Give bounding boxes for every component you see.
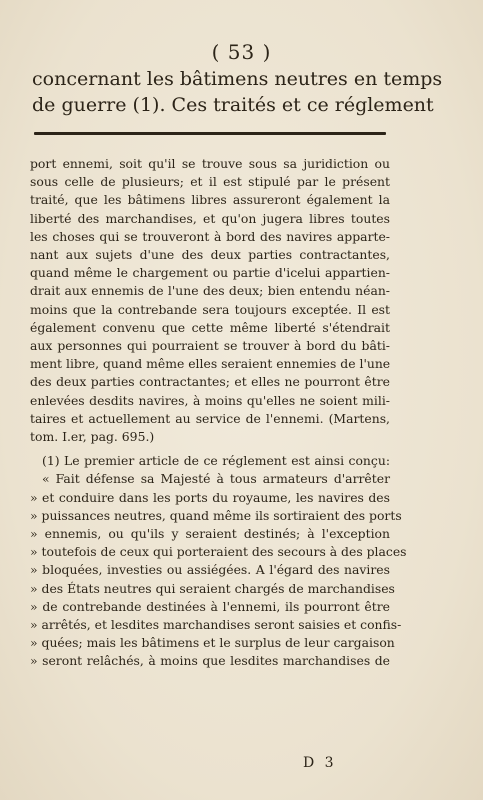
text-line: liberté des marchandises, et qu'on jugera libres toutes xyxy=(30,210,390,226)
text-line: ment libre, quand même elles seraient ennemies de l'une xyxy=(30,356,391,372)
footnote-line: » toutefois de ceux qui porteraient des secours à des places xyxy=(30,544,407,560)
footnote-line: » puissances neutres, quand même ils sortiraient des ports xyxy=(30,507,402,523)
text-line: tom. I.er, pag. 695.) xyxy=(30,429,155,445)
text-line: traité, que les bâtimens libres assureront également la xyxy=(30,192,390,208)
text-line: quand même le chargement ou partie d'icelui appartien- xyxy=(30,265,390,281)
footnote-line: » bloquées, investies ou assiégées. A l'égard des navires xyxy=(30,562,390,578)
footnote-line: » arrêtés, et lesdites marchandises seront saisies et confis- xyxy=(30,617,402,633)
text-line: sous celle de plusieurs; et il est stipulé par le présent xyxy=(30,174,390,190)
footnote-line: » ennemis, ou qu'ils y seraient destinés; à l'exception xyxy=(30,526,390,542)
text-line: drait aux ennemis de l'une des deux; bien entendu néan- xyxy=(30,283,390,299)
text-line: taires et actuellement au service de l'ennemi. (Martens, xyxy=(30,410,390,426)
footnote-line: » des États neutres qui seraient chargés de marchandises xyxy=(30,580,395,596)
text-line: port ennemi, soit qu'il se trouve sous sa juridiction ou xyxy=(30,156,390,171)
text-line: aux personnes qui pourraient se trouver à bord du bâti- xyxy=(30,338,390,354)
section-rule xyxy=(34,132,386,135)
footnote-line: » et conduire dans les ports du royaume, les navires des xyxy=(30,489,390,505)
text-line: des deux parties contractantes; et elles ne pourront être xyxy=(30,374,390,390)
text-line: également convenu que cette même liberté s'étendrait xyxy=(30,319,390,335)
text-line: moins que la contrebande sera toujours exceptée. Il est xyxy=(30,301,390,317)
footnote-line: » de contrebande destinées à l'ennemi, ils pourront être xyxy=(30,598,390,614)
footnote-line: » seront relâchés, à moins que lesdites marchandises de xyxy=(30,653,390,669)
page-number: ( 53 ) xyxy=(211,40,272,64)
footnote-line: » quées; mais les bâtimens et le surplus de leur cargaison xyxy=(30,635,395,651)
footnote-line: (1) Le premier article de ce réglement est ainsi conçu: xyxy=(42,453,390,469)
text-line: concernant les bâtimens neutres en temps xyxy=(32,68,443,90)
body-text xyxy=(30,155,407,671)
text-line: nant aux sujets d'une des deux parties contractantes, xyxy=(30,247,390,263)
text-line: enlevées desdits navires, à moins qu'elles ne soient mili- xyxy=(30,392,390,408)
footnote-line: « Fait défense sa Majesté à tous armateurs d'arrêter xyxy=(42,471,390,487)
signature-mark: D 3 xyxy=(303,755,337,771)
text-line: de guerre (1). Ces traités et ce réglement xyxy=(32,94,434,116)
text-line: les choses qui se trouveront à bord des navires apparte- xyxy=(30,228,390,244)
